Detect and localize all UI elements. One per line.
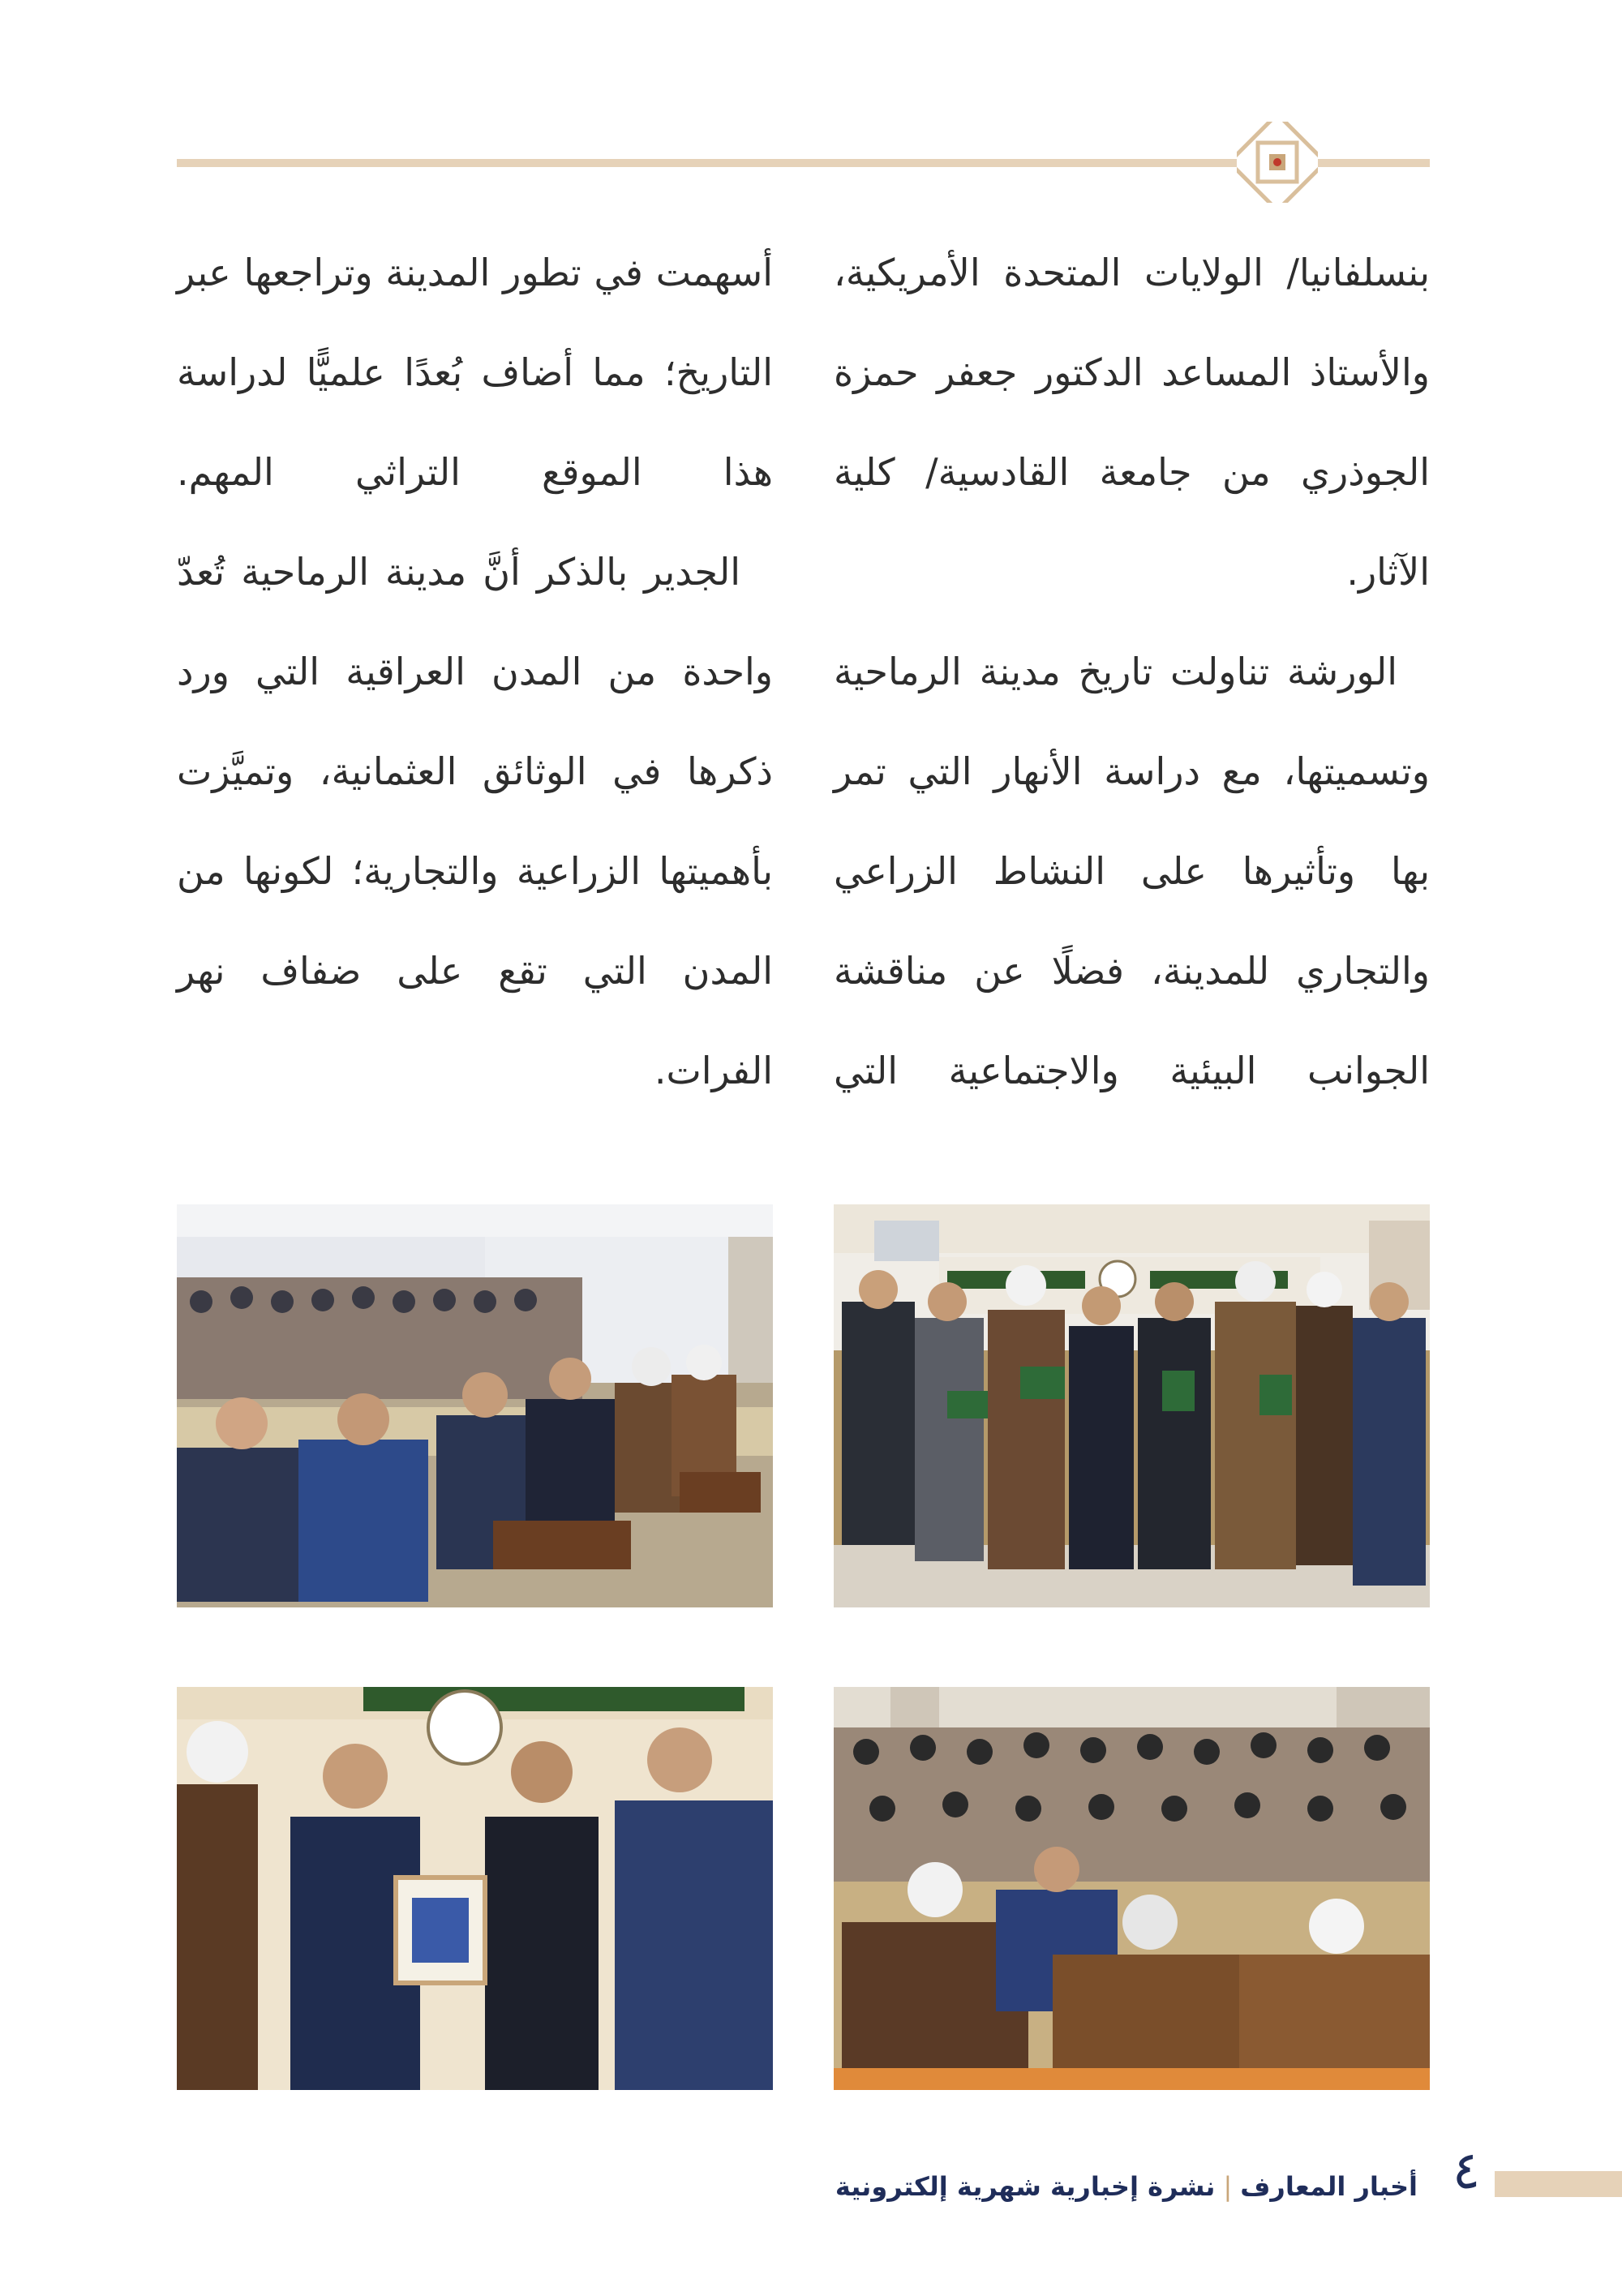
article-column-right: [834, 223, 1430, 1196]
paragraph: بنسلفانيا/ الولايات المتحدة الأمريكية، والأستاذ المساعد الدكتور جعفر حمزة الجوذري من جامعة القادسية/ كلية الآثار.: [834, 251, 1430, 594]
paragraph: الجدير بالذكر أنَّ مدينة الرماحية تُعدّ واحدة من المدن العراقية التي ورد ذكرها في الوثائق العثمانية، وتميَّزت بأهميتها الزراعية والتجارية؛ لكونها من المدن التي تقع على ضفاف نهر الفرات.: [177, 550, 773, 1092]
photo-seated-audience: [177, 1204, 773, 1607]
publication-name: أخبار المعارف: [1240, 2171, 1418, 2202]
paragraph: الورشة تناولت تاريخ مدينة الرماحية وتسميتها، مع دراسة الأنهار التي تمر بها وتأثيرها على النشاط الزراعي والتجاري للمدينة، فضلًا عن مناقشة الجوانب البيئية والاجتماعية التي: [834, 650, 1430, 1092]
photo-group-holding-books: [834, 1204, 1430, 1607]
page-number: ٤: [1438, 2139, 1495, 2204]
photo-plaque-presentation: [177, 1687, 773, 2090]
publication-subtitle: نشرة إخبارية شهرية إلكترونية: [835, 2171, 1216, 2202]
article-column-left: [177, 223, 773, 1196]
footer-publication-line: [835, 2164, 1418, 2209]
footer-separator: |: [1223, 2171, 1233, 2202]
emblem-logo-icon: [1237, 122, 1318, 203]
paragraph: أسهمت في تطور المدينة وتراجعها عبر التاريخ؛ مما أضاف بُعدًا علميًّا لدراسة هذا الموقع التراثي المهم.: [177, 251, 773, 494]
photo-audience-clerics: [834, 1687, 1430, 2090]
